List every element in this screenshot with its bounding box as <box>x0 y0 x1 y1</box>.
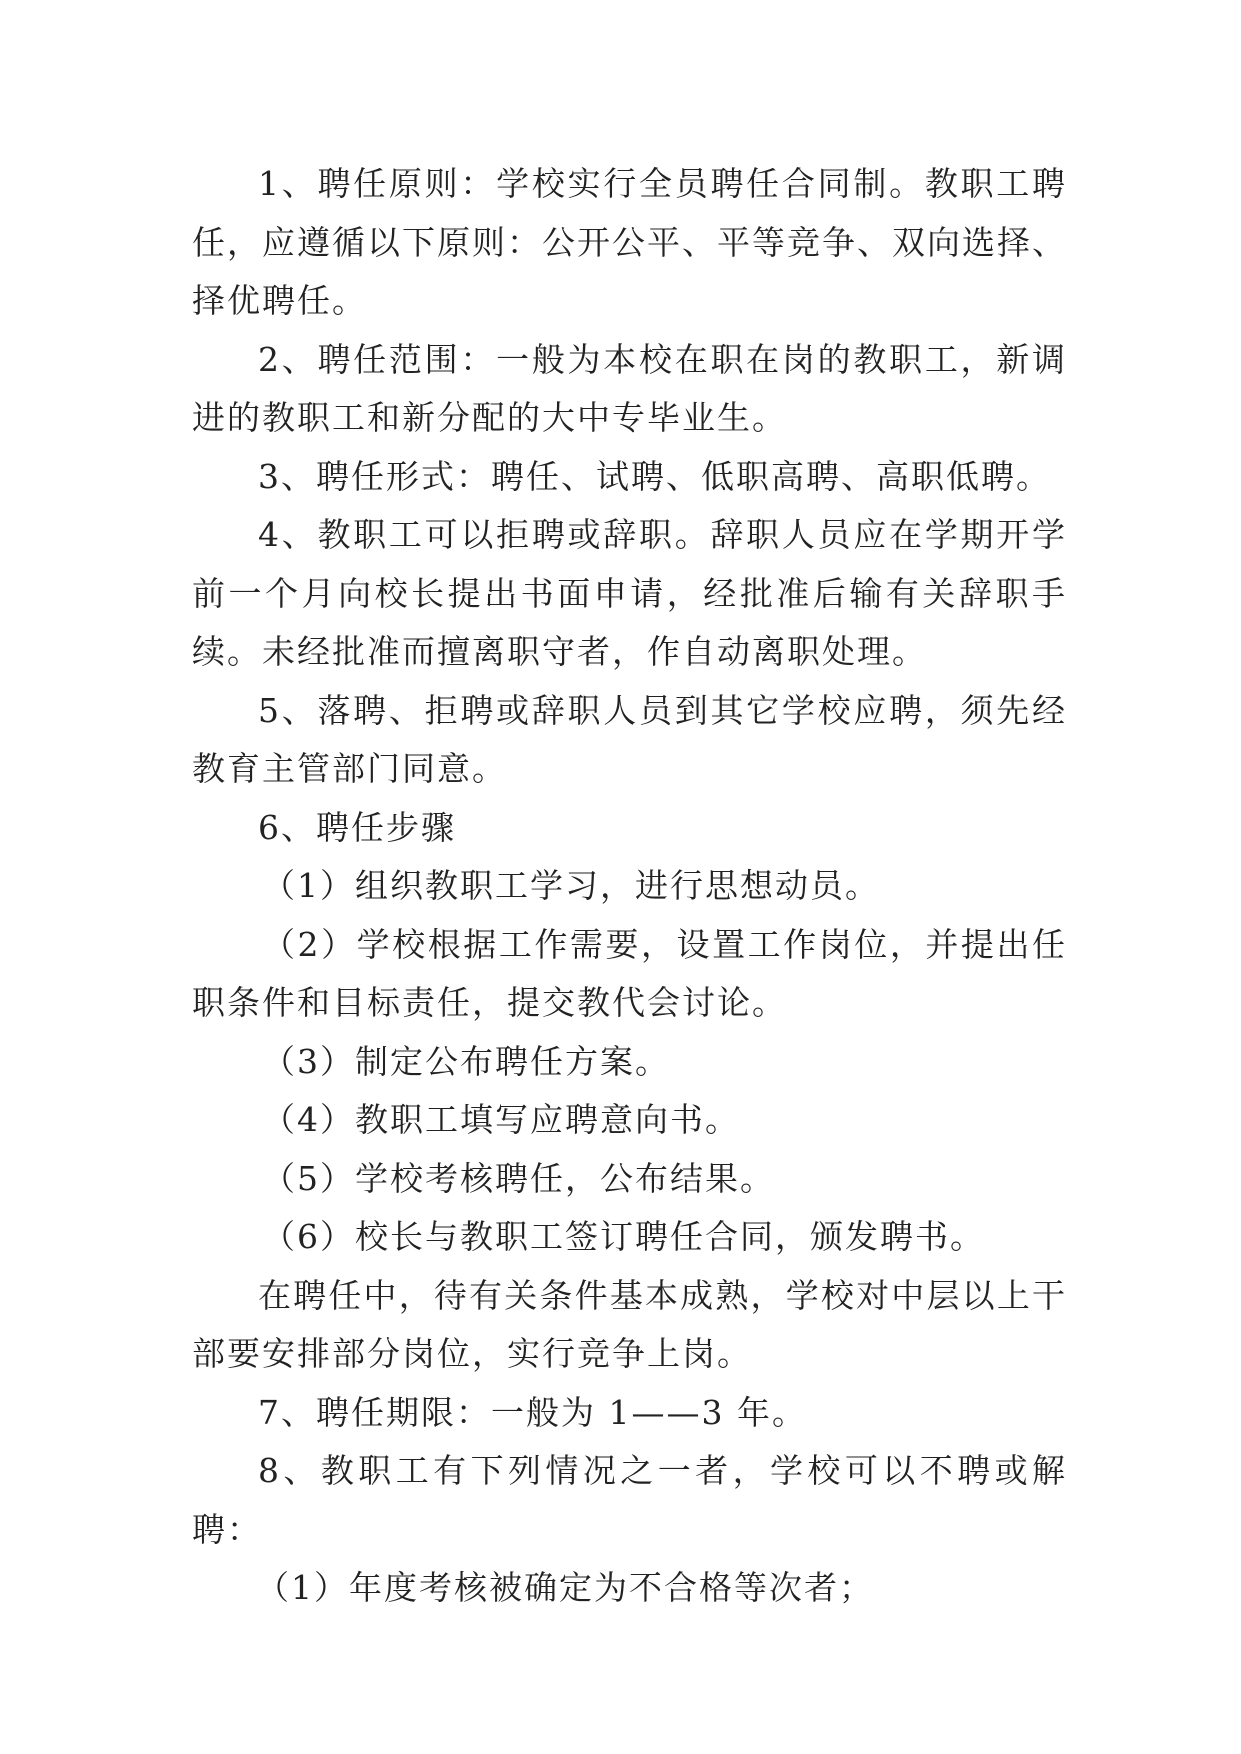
paragraph-resignation: 4、教职工可以拒聘或辞职。辞职人员应在学期开学前一个月向校长提出书面申请，经批准后输有关辞职手续。未经批准而擅离职守者，作自动离职处理。 <box>192 515 1067 671</box>
paragraph-step-2: （2）学校根据工作需要，设置工作岗位，并提出任职条件和目标责任，提交教代会讨论。 <box>192 924 1067 1022</box>
paragraph-term: 7、聘任期限：一般为 1——3 年。 <box>258 1392 807 1432</box>
paragraph-form: 3、聘任形式：聘任、试聘、低职高聘、高职低聘。 <box>258 456 1051 496</box>
document-body <box>192 155 1067 1618</box>
paragraph-dismissal-heading: 8、教职工有下列情况之一者，学校可以不聘或解聘： <box>192 1451 1067 1549</box>
paragraph-step-4: （4）教职工填写应聘意向书。 <box>262 1100 740 1139</box>
paragraph-step-1: （1）组织教职工学习，进行思想动员。 <box>262 866 880 905</box>
paragraph-steps-heading: 6、聘任步骤 <box>258 807 456 847</box>
paragraph-reapply: 5、落聘、拒聘或辞职人员到其它学校应聘，须先经教育主管部门同意。 <box>192 690 1067 788</box>
paragraph-dismissal-1: （1）年度考核被确定为不合格等次者； <box>256 1568 874 1607</box>
paragraph-scope: 2、聘任范围：一般为本校在职在岗的教职工，新调进的教职工和新分配的大中专毕业生。 <box>192 339 1067 437</box>
paragraph-step-5: （5）学校考核聘任，公布结果。 <box>262 1158 775 1198</box>
paragraph-principle: 1、聘任原则：学校实行全员聘任合同制。教职工聘任，应遵循以下原则：公开公平、平等竞争、双向选择、择优聘任。 <box>192 164 1067 320</box>
paragraph-step-3: （3）制定公布聘任方案。 <box>262 1041 670 1081</box>
paragraph-step-6: （6）校长与教职工签订聘任合同，颁发聘书。 <box>262 1217 985 1256</box>
paragraph-competition: 在聘任中，待有关条件基本成熟，学校对中层以上干部要安排部分岗位，实行竞争上岗。 <box>192 1275 1067 1373</box>
